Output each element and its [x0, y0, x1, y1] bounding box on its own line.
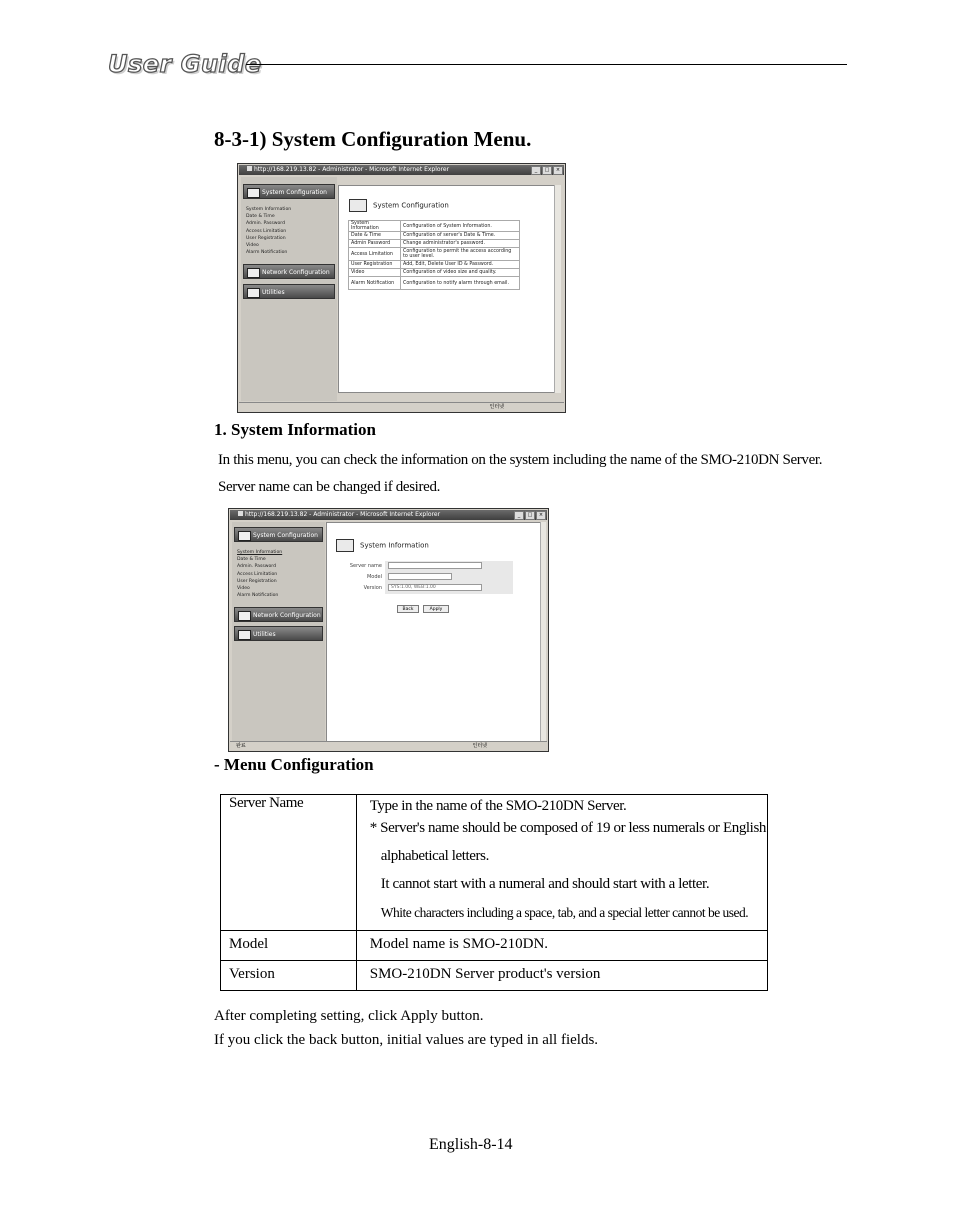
sidebar-item: Alarm Notification: [246, 250, 288, 256]
system-information-icon: [336, 539, 354, 552]
utilities-icon: [247, 288, 260, 298]
apply-button: Apply: [423, 605, 449, 613]
table-row: User Registration Add, Edit, Delete User ID & Password.: [349, 261, 520, 269]
status-bar: [239, 402, 564, 411]
model-field: [388, 573, 452, 580]
sidebar-item: Access Limitation: [237, 571, 278, 577]
table-row: [221, 931, 768, 961]
table-row: [221, 961, 768, 991]
network-icon: [238, 611, 251, 621]
sidebar-menu-list: [246, 206, 291, 256]
system-configuration-icon: [349, 199, 367, 212]
sidebar: [241, 177, 337, 401]
maximize-icon: □: [525, 511, 535, 520]
sidebar-item: Date & Time: [246, 214, 275, 220]
screenshot-system-configuration: [237, 163, 566, 413]
table-row: Admin Password Change administrator's password.: [349, 240, 520, 248]
system-configuration-button: System Configuration: [243, 184, 335, 199]
content-title: System Information: [336, 539, 429, 552]
ie-window-icon: [247, 166, 252, 171]
sidebar-item: User Registration: [237, 578, 277, 584]
version-label: Version: [363, 585, 382, 591]
section-title: 8-3-1) System Configuration Menu.: [214, 127, 532, 151]
utilities-button: Utilities: [243, 284, 335, 299]
back-instruction: If you click the back button, initial values are typed in all fields.: [214, 1032, 599, 1048]
header-rule: [246, 64, 847, 65]
row-label-version: Version: [221, 961, 357, 991]
table-row: System Information Configuration of System Information.: [349, 221, 520, 232]
menu-configuration-heading: - Menu Configuration: [214, 755, 374, 774]
table-row: Date & Time Configuration of server's Date & Time.: [349, 232, 520, 240]
scrollbar: [554, 185, 561, 393]
server-name-field: [388, 562, 482, 569]
internet-zone-label: 인터넷: [489, 404, 504, 410]
row-label-model: Model: [221, 931, 357, 961]
content-pane: [326, 522, 542, 742]
window-title: http://168.219.13.82 - Administrator - Microsoft Internet Explorer: [239, 165, 564, 175]
apply-instruction: After completing setting, click Apply button.: [214, 1008, 484, 1024]
content-title: System Configuration: [349, 199, 449, 212]
row-label-server-name: Server Name: [221, 795, 357, 931]
sidebar-item: Admin. Password: [237, 564, 277, 570]
server-name-note: Server name can be changed if desired.: [218, 479, 441, 495]
status-bar: [230, 741, 547, 750]
sidebar: [232, 522, 325, 742]
network-icon: [247, 268, 260, 278]
close-icon: ×: [536, 511, 546, 520]
table-row: Alarm Notification Configuration to notify alarm through email.: [349, 277, 520, 290]
model-label: Model: [366, 574, 382, 580]
minimize-icon: _: [514, 511, 524, 520]
sidebar-item: Admin. Password: [246, 221, 286, 227]
content-pane: [338, 185, 557, 393]
sidebar-item: Date & Time: [237, 557, 266, 563]
network-configuration-button: Network Configuration: [234, 607, 323, 622]
menu-configuration-table: [220, 794, 768, 991]
table-row: Access Limitation Configuration to permit the access according to user level.: [349, 248, 520, 261]
utilities-icon: [238, 630, 251, 640]
table-row: [221, 795, 768, 931]
window-title: http://168.219.13.82 - Administrator - Microsoft Internet Explorer: [230, 510, 547, 520]
network-configuration-button: Network Configuration: [243, 264, 335, 279]
sidebar-item: Access Limitation: [246, 228, 287, 234]
utilities-button: Utilities: [234, 626, 323, 641]
back-button: Back: [397, 605, 419, 613]
sidebar-menu-list: [237, 549, 282, 599]
system-icon: [238, 531, 251, 541]
sidebar-item-selected: System Information: [237, 550, 283, 555]
sidebar-item: Video: [246, 243, 259, 249]
system-icon: [247, 188, 260, 198]
minimize-icon: _: [531, 166, 541, 175]
sidebar-item: System Information: [246, 207, 292, 212]
status-done-label: 완료: [236, 743, 246, 749]
sidebar-item: Alarm Notification: [237, 593, 279, 599]
version-field: SYS:1.00, WEB:1.00: [388, 584, 482, 591]
row-desc-model: Model name is SMO-210DN.: [356, 931, 767, 961]
sidebar-item: Video: [237, 586, 250, 592]
close-icon: ×: [553, 166, 563, 175]
system-configuration-button: System Configuration: [234, 527, 323, 542]
configuration-table: [348, 220, 520, 290]
internet-zone-label: 인터넷: [472, 743, 487, 749]
server-name-label: Server name: [349, 563, 382, 569]
ie-window-icon: [238, 511, 243, 516]
user-guide-logo: User Guide: [108, 50, 262, 78]
window-controls: [514, 511, 546, 520]
scrollbar: [540, 522, 546, 742]
table-row: Video Configuration of video size and quality.: [349, 269, 520, 277]
system-information-paragraph: In this menu, you can check the information on the system including the name of the SMO-210DN Server.: [218, 452, 823, 468]
row-desc-version: SMO-210DN Server product's version: [356, 961, 767, 991]
screenshot-system-information: [228, 508, 549, 752]
sidebar-item: User Registration: [246, 235, 286, 241]
maximize-icon: □: [542, 166, 552, 175]
row-desc-server-name: Type in the name of the SMO-210DN Server. * Server's name should be composed of 19 or less numerals or English alphabetical letters. It cannot start with a numeral and should start with a letter. White characters including a space, tab, and a special letter cannot be used.: [356, 795, 767, 931]
page-number: English-8-14: [429, 1136, 513, 1153]
system-information-heading: 1. System Information: [214, 420, 376, 439]
window-controls: [531, 166, 563, 175]
